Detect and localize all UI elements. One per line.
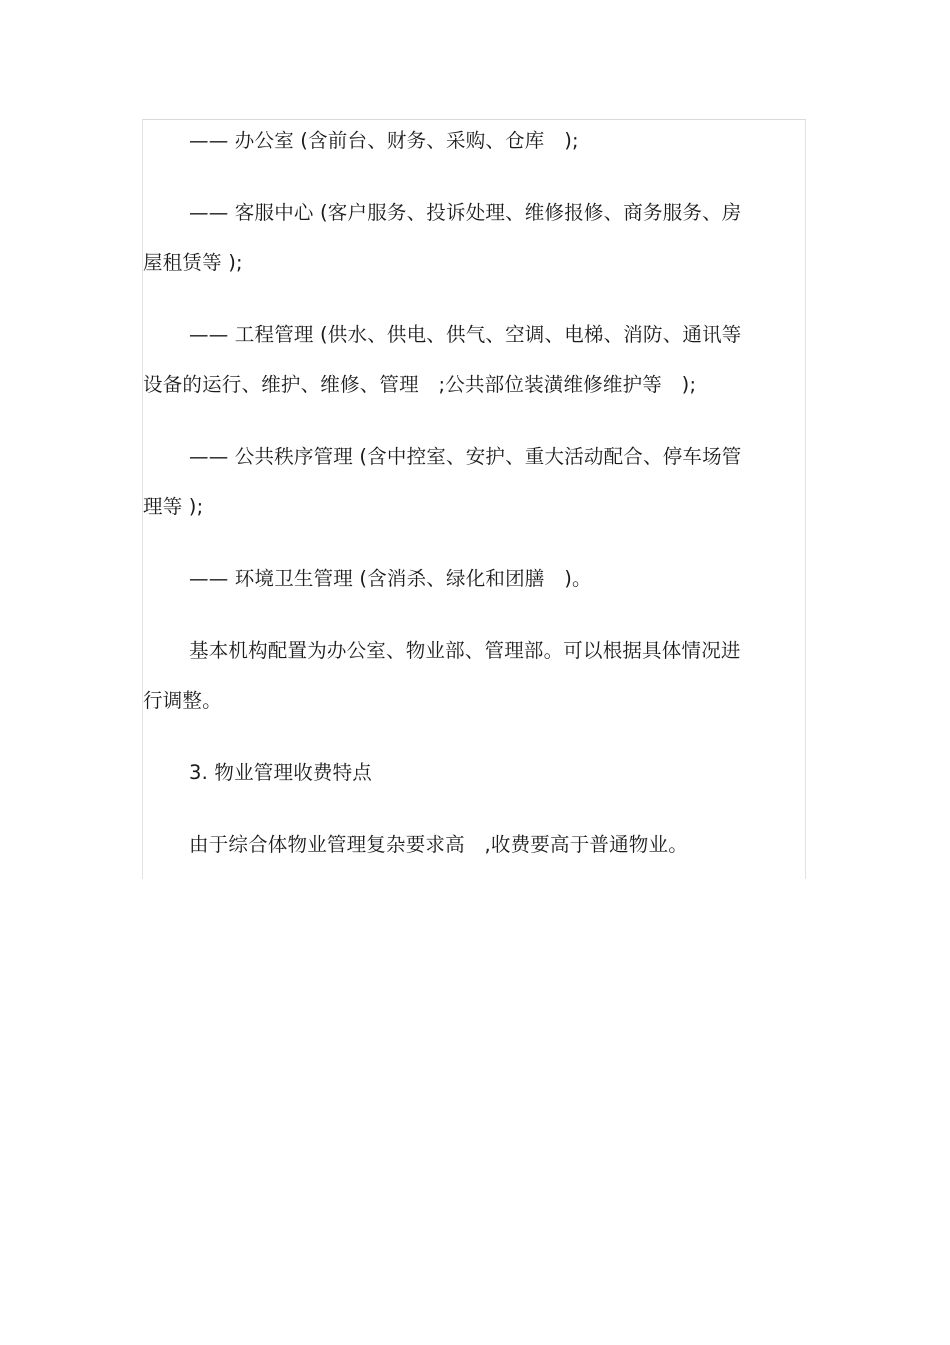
paragraph-fees xyxy=(143,820,775,870)
paragraph-line: —— 工程管理 (供水、供电、供气、空调、电梯、消防、通讯等 xyxy=(189,323,742,346)
paragraph-line: —— 办公室 (含前台、财务、采购、仓库 ); xyxy=(189,129,579,152)
paragraph-line: 由于综合体物业管理复杂要求高 ,收费要高于普通物业。 xyxy=(189,833,688,856)
paragraph-line: 行调整。 xyxy=(143,689,222,712)
paragraph-line: 理等 ); xyxy=(143,495,204,518)
paragraph-public-order xyxy=(143,432,775,532)
paragraph-sanitation xyxy=(143,554,775,604)
paragraph-line: —— 环境卫生管理 (含消杀、绿化和团膳 )。 xyxy=(189,567,592,590)
paragraph-line: 基本机构配置为办公室、物业部、管理部。可以根据具体情况进 xyxy=(189,639,741,662)
paragraph-office xyxy=(143,116,775,166)
paragraph-line: —— 公共秩序管理 (含中控室、安护、重大活动配合、停车场管 xyxy=(189,445,742,468)
paragraph-line: 屋租赁等 ); xyxy=(143,251,243,274)
paragraph-engineering xyxy=(143,310,775,410)
paragraph-line: 3. 物业管理收费特点 xyxy=(189,761,373,784)
document-body xyxy=(143,116,775,892)
paragraph-line: 设备的运行、维护、维修、管理 ;公共部位装潢维修维护等 ); xyxy=(143,373,697,396)
paragraph-customer-service xyxy=(143,188,775,288)
section-heading-fees xyxy=(143,748,775,798)
paragraph-basic-structure xyxy=(143,626,775,726)
paragraph-line: —— 客服中心 (客户服务、投诉处理、维修报修、商务服务、房 xyxy=(189,201,742,224)
